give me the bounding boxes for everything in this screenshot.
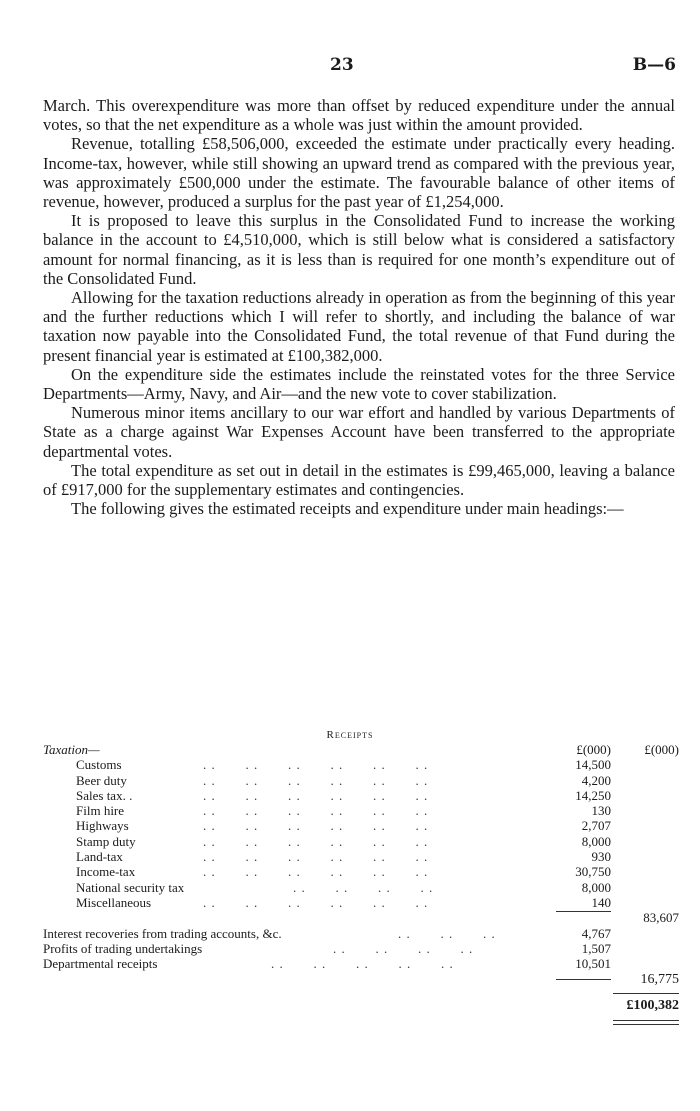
item-value: 930	[591, 849, 611, 865]
table-row	[43, 803, 683, 818]
item-label: Land-tax	[76, 849, 123, 865]
page-number: 23	[330, 55, 354, 75]
leader-dots: . . . . . . . . . . . .	[203, 787, 429, 803]
leader-dots: . . . . . . . . . . . .	[203, 818, 429, 834]
item-label: Interest recoveries from trading accounts, &c.	[43, 925, 282, 941]
item-value: 14,500	[575, 757, 611, 773]
item-label: Profits of trading undertakings	[43, 940, 203, 956]
receipts-heading	[0, 729, 700, 741]
paragraph: Revenue, totalling £58,506,000, exceeded the estimate under practically every heading. Income-tax, however, while still showing an upward trend as compared with the previous year, was approximately £500,000 under the estimate. The favourable balance of other items of revenue, however, produced a surplus for the past year of £1,254,000.	[43, 134, 675, 212]
item-label: Miscellaneous	[76, 894, 152, 910]
leader-dots: . . . . . . . . . . . .	[203, 864, 429, 880]
item-label: Customs	[76, 757, 122, 773]
item-value: 14,250	[575, 787, 611, 803]
item-label: National security tax	[76, 879, 185, 895]
paragraph: March. This overexpenditure was more than offset by reduced expenditure under the annual votes, so that the net expenditure as a whole was just within the amount provided.	[43, 96, 675, 135]
leader-dots: . . . . . . . .	[293, 879, 434, 895]
paragraph: On the expenditure side the estimates include the reinstated votes for the three Service Departments—Army, Navy, and Air—and the new vote to cover stabilization.	[43, 364, 675, 404]
leader-dots: . . . . . .	[398, 925, 496, 941]
table-row	[43, 971, 683, 989]
table-row	[43, 864, 683, 879]
table-row	[43, 834, 683, 849]
item-value: 1,507	[581, 940, 611, 956]
item-label: Stamp duty	[76, 833, 136, 849]
leader-dots: . . . . . . . . . .	[271, 956, 454, 972]
other-total: 16,775	[640, 972, 679, 988]
item-value: 8,000	[581, 879, 611, 895]
leader-dots: . . . . . . . . . . . .	[203, 849, 429, 865]
subtotal-rule	[556, 911, 611, 912]
item-value: 140	[591, 894, 611, 910]
item-label: Highways	[76, 818, 129, 834]
paragraph: It is proposed to leave this surplus in the Consolidated Fund to increase the working balance in the account to £4,510,000, which is still below what is considered a satisfactory amount for normal financing, as it is less than is required for one month’s expenditure out of the Consolidated Fund.	[43, 211, 675, 288]
table-row	[43, 910, 683, 925]
receipts-heading-text: Receipts	[326, 729, 374, 741]
table-row	[43, 926, 683, 941]
category-label: Taxation—	[43, 742, 100, 757]
taxation-total: 83,607	[643, 910, 679, 926]
leader-dots: . . . . . . . . . . . .	[203, 803, 429, 819]
leader-dots: . . . . . . . .	[333, 940, 474, 956]
item-value: 10,501	[575, 956, 611, 972]
column-unit-1: £(000)	[576, 742, 611, 757]
paragraph: Numerous minor items ancillary to our war effort and handled by various Departments of State as a charge against War Expenses Account have been transferred to the appropriate departmental votes.	[43, 403, 675, 461]
receipts-table	[43, 742, 683, 1019]
body-text	[43, 96, 675, 518]
grand-total: £100,382	[626, 998, 679, 1014]
item-label: Departmental receipts	[43, 956, 158, 972]
page-header	[0, 55, 700, 79]
table-row	[43, 757, 683, 772]
item-value: 4,767	[581, 925, 611, 941]
table-row	[43, 880, 683, 895]
item-value: 8,000	[581, 833, 611, 849]
subtotal-rule	[556, 979, 611, 980]
double-rule	[613, 1020, 679, 1025]
paragraph: The total expenditure as set out in detail in the estimates is £99,465,000, leaving a balance of £917,000 for the supplementary estimates and contingencies.	[43, 460, 675, 500]
table-row	[43, 788, 683, 803]
document-code: B—6	[632, 55, 676, 75]
table-row	[43, 956, 683, 971]
leader-dots: . . . . . . . . . . . .	[203, 772, 429, 788]
paragraph: The following gives the estimated receipts and expenditure under main headings:—	[71, 499, 624, 519]
item-label: Beer duty	[76, 772, 127, 788]
column-unit-2: £(000)	[644, 742, 679, 757]
table-row	[43, 818, 683, 833]
leader-dots: . . . . . . . . . . . .	[203, 757, 429, 773]
item-value: 4,200	[581, 772, 611, 788]
table-row	[43, 773, 683, 788]
table-row	[43, 993, 683, 1019]
table-row	[43, 849, 683, 864]
item-label: Sales tax. .	[76, 787, 133, 803]
table-row	[43, 742, 683, 757]
item-label: Income-tax	[76, 864, 136, 880]
item-value: 130	[591, 803, 611, 819]
item-label: Film hire	[76, 803, 125, 819]
leader-dots: . . . . . . . . . . . .	[203, 833, 429, 849]
table-row	[43, 895, 683, 910]
table-row	[43, 941, 683, 956]
item-value: 2,707	[581, 818, 611, 834]
paragraph: Allowing for the taxation reductions already in operation as from the beginning of this year and the further reductions which I will refer to shortly, and including the balance of war taxation now payable into the Consolidated Fund, the total revenue of that Fund during the present financial year is estimated at £100,382,000.	[43, 288, 675, 365]
leader-dots: . . . . . . . . . . . .	[203, 894, 429, 910]
item-value: 30,750	[575, 864, 611, 880]
